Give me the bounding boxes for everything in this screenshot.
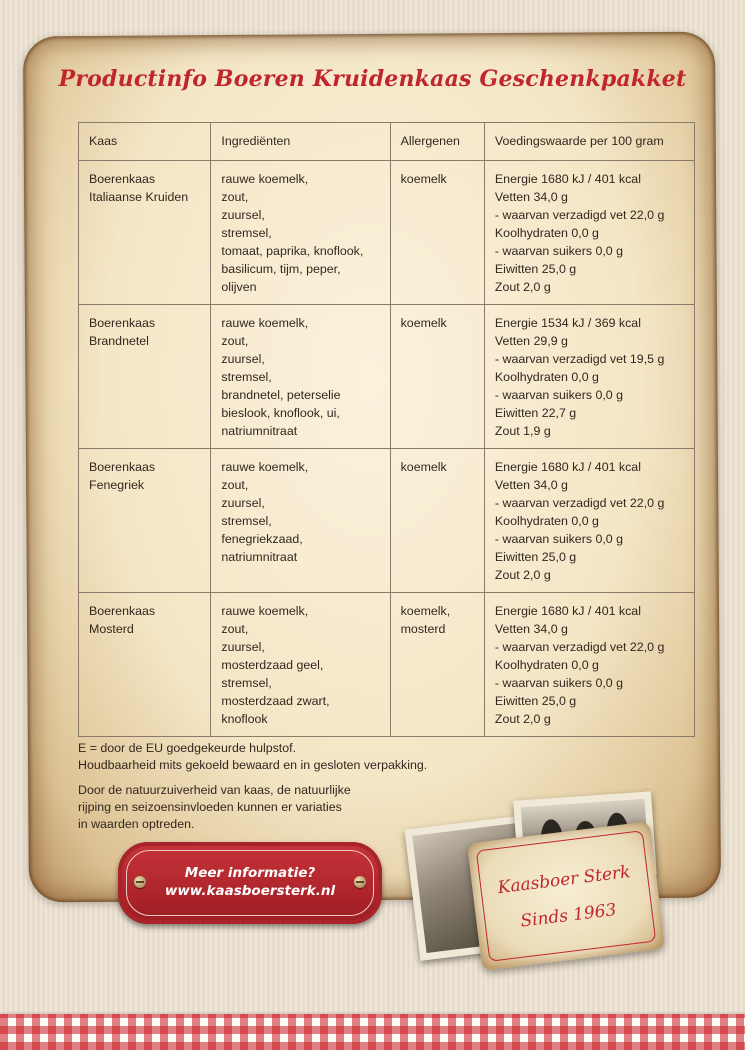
cell-line: Boerenkaas — [89, 316, 156, 330]
more-info-badge[interactable] — [118, 842, 382, 924]
website-link[interactable]: www.kaasboersterk.nl — [164, 883, 336, 899]
cell-line: Vetten 29,9 g — [494, 334, 568, 348]
cell-line: Boerenkaas — [89, 460, 156, 474]
table-row — [79, 161, 695, 305]
badge-text — [118, 864, 382, 900]
cell-line: stremsel, — [221, 514, 272, 528]
cell-line: Boerenkaas — [89, 172, 156, 186]
table-header-row — [79, 123, 695, 161]
product-info-table — [78, 122, 695, 737]
kaas-cell — [79, 305, 211, 449]
cell-line: Eiwitten 25,0 g — [494, 694, 577, 708]
cell-line: bieslook, knoflook, ui, — [221, 406, 340, 420]
ingredienten-cell — [211, 593, 390, 737]
voedingswaarde-cell — [484, 305, 694, 449]
cell-line: - waarvan suikers 0,0 g — [494, 244, 624, 258]
cell-line: zout, — [221, 190, 249, 204]
ingredienten-cell — [211, 449, 390, 593]
allergenen-cell — [390, 449, 484, 593]
cell-line: mosterdzaad zwart, — [221, 694, 330, 708]
note-line: Houdbaarheid mits gekoeld bewaard en in gesloten verpakking. — [78, 758, 428, 772]
cell-line: Eiwitten 22,7 g — [494, 406, 577, 420]
cell-line: Eiwitten 25,0 g — [494, 550, 577, 564]
cell-line: zout, — [221, 622, 249, 636]
brand-name: Kaasboer Sterk — [496, 862, 632, 899]
cell-line: zout, — [221, 334, 249, 348]
table-row — [79, 449, 695, 593]
cell-line: Zout 2,0 g — [494, 712, 551, 726]
kaas-cell — [79, 593, 211, 737]
cell-line: - waarvan suikers 0,0 g — [494, 676, 624, 690]
brand-since: Sinds 1963 — [519, 900, 618, 932]
cell-line: Zout 2,0 g — [494, 568, 551, 582]
voedingswaarde-cell — [484, 593, 694, 737]
cell-line: - waarvan verzadigd vet 22,0 g — [494, 640, 665, 654]
header-ingredienten: Ingrediënten — [211, 123, 390, 161]
cell-line: Koolhydraten 0,0 g — [494, 514, 599, 528]
cell-line: - waarvan verzadigd vet 22,0 g — [494, 496, 665, 510]
note-line: in waarden optreden. — [78, 817, 195, 831]
gingham-tablecloth-border — [0, 1014, 745, 1050]
cell-line: natriumnitraat — [221, 550, 298, 564]
cell-line: zuursel, — [221, 208, 265, 222]
cell-line: rauwe koemelk, — [221, 604, 309, 618]
cell-line: knoflook — [221, 712, 268, 726]
cell-line: koemelk — [400, 316, 447, 330]
brand-label — [467, 821, 665, 970]
allergenen-cell — [390, 593, 484, 737]
cell-line: Fenegriek — [89, 478, 145, 492]
cell-line: koemelk — [400, 172, 447, 186]
cell-line: tomaat, paprika, knoflook, — [221, 244, 364, 258]
cell-line: Vetten 34,0 g — [494, 190, 568, 204]
kaas-cell — [79, 449, 211, 593]
cell-line: zuursel, — [221, 352, 265, 366]
variation-note — [78, 782, 351, 833]
voedingswaarde-cell — [484, 449, 694, 593]
cell-line: fenegriekzaad, — [221, 532, 303, 546]
cell-line: Vetten 34,0 g — [494, 478, 568, 492]
cell-line: koemelk, — [400, 604, 451, 618]
cell-line: Energie 1680 kJ / 401 kcal — [494, 460, 641, 474]
cell-line: Brandnetel — [89, 334, 149, 348]
allergenen-cell — [390, 161, 484, 305]
page-title: Productinfo Boeren Kruidenkaas Geschenkpakket — [58, 66, 687, 92]
cell-line: zout, — [221, 478, 249, 492]
cell-line: Energie 1680 kJ / 401 kcal — [494, 172, 641, 186]
cell-line: Boerenkaas — [89, 604, 156, 618]
cell-line: basilicum, tijm, peper, — [221, 262, 341, 276]
cell-line: Vetten 34,0 g — [494, 622, 568, 636]
table-row — [79, 305, 695, 449]
more-info-label: Meer informatie? — [184, 865, 316, 881]
cell-line: stremsel, — [221, 226, 272, 240]
cell-line: stremsel, — [221, 676, 272, 690]
table-row — [79, 593, 695, 737]
cell-line: rauwe koemelk, — [221, 460, 309, 474]
cell-line: Koolhydraten 0,0 g — [494, 370, 599, 384]
cell-line: zuursel, — [221, 640, 265, 654]
cell-line: olijven — [221, 280, 257, 294]
cell-line: mosterdzaad geel, — [221, 658, 324, 672]
ingredienten-cell — [211, 161, 390, 305]
cell-line: rauwe koemelk, — [221, 172, 309, 186]
kaas-cell — [79, 161, 211, 305]
note-line: E = door de EU goedgekeurde hulpstof. — [78, 741, 297, 755]
cell-line: - waarvan verzadigd vet 19,5 g — [494, 352, 665, 366]
cell-line: Zout 2,0 g — [494, 280, 551, 294]
voedingswaarde-cell — [484, 161, 694, 305]
header-kaas: Kaas — [79, 123, 211, 161]
cell-line: - waarvan suikers 0,0 g — [494, 388, 624, 402]
note-line: Door de natuurzuiverheid van kaas, de natuurlijke — [78, 783, 351, 797]
cell-line: zuursel, — [221, 496, 265, 510]
cell-line: - waarvan suikers 0,0 g — [494, 532, 624, 546]
cell-line: Koolhydraten 0,0 g — [494, 226, 599, 240]
cell-line: Italiaanse Kruiden — [89, 190, 189, 204]
ingredienten-cell — [211, 305, 390, 449]
cell-line: natriumnitraat — [221, 424, 298, 438]
cell-line: mosterd — [400, 622, 446, 636]
cell-line: rauwe koemelk, — [221, 316, 309, 330]
cell-line: Zout 1,9 g — [494, 424, 551, 438]
cell-line: Energie 1534 kJ / 369 kcal — [494, 316, 641, 330]
header-allergenen: Allergenen — [390, 123, 484, 161]
cell-line: - waarvan verzadigd vet 22,0 g — [494, 208, 665, 222]
additive-note — [78, 740, 427, 774]
cell-line: brandnetel, peterselie — [221, 388, 341, 402]
note-line: rijping en seizoensinvloeden kunnen er variaties — [78, 800, 342, 814]
cell-line: stremsel, — [221, 370, 272, 384]
cell-line: koemelk — [400, 460, 447, 474]
allergenen-cell — [390, 305, 484, 449]
cell-line: Mosterd — [89, 622, 134, 636]
cell-line: Koolhydraten 0,0 g — [494, 658, 599, 672]
cell-line: Energie 1680 kJ / 401 kcal — [494, 604, 641, 618]
cell-line: Eiwitten 25,0 g — [494, 262, 577, 276]
header-voedingswaarde: Voedingswaarde per 100 gram — [484, 123, 694, 161]
